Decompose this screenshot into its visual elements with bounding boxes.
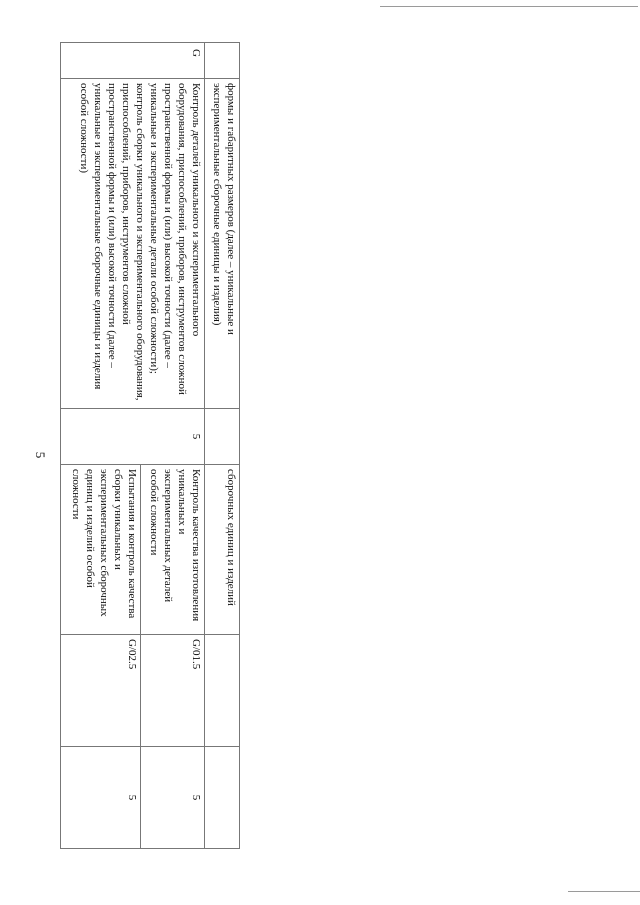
continuation-row [205, 43, 240, 849]
rotated-table-container [60, 42, 240, 848]
function-name: Испытания и контроль качества сборки уникальных и экспериментальных сборочных единиц и изделий особой сложности [61, 465, 141, 635]
gen-function-code: G [61, 43, 205, 79]
top-rule [380, 6, 638, 7]
cont-desc-cell: формы и габаритных размеров (далее – уникальные и экспериментальные сборочные единицы и изделия) [205, 79, 240, 409]
cont-func-cell: сборочных единиц и изделий [205, 465, 240, 635]
cont-func-code-cell [205, 635, 240, 747]
rotated-table [60, 42, 240, 848]
page-number: 5 [33, 451, 48, 459]
function-level: 5 [140, 747, 204, 849]
function-code: G/01.5 [140, 635, 204, 747]
cont-level-cell [205, 409, 240, 465]
gen-function-level: 5 [61, 409, 205, 465]
table-row [140, 43, 204, 849]
function-name: Контроль качества изготовления уникальных и экспериментальных деталей особой сложности [140, 465, 204, 635]
function-level: 5 [61, 747, 141, 849]
gen-function-desc: Контроль деталей уникального и экспериментального оборудования, приспособлений, приборов, инструментов сложной пространственной формы и (или) высокой точности (далее – уникальные и экспериментальные детали особой сложности); контроль сборки уникального и экспериментального оборудования, приспособлений, приборов, инструментов сложной пространственной формы и (или) высокой точности (далее – уникальные и экспериментальные сборочные единицы и изделия особой сложности) [61, 79, 205, 409]
function-code: G/02.5 [61, 635, 141, 747]
functions-table [60, 42, 240, 849]
cont-func-level-cell [205, 747, 240, 849]
bottom-rule [568, 891, 640, 892]
cont-code-cell [205, 43, 240, 79]
